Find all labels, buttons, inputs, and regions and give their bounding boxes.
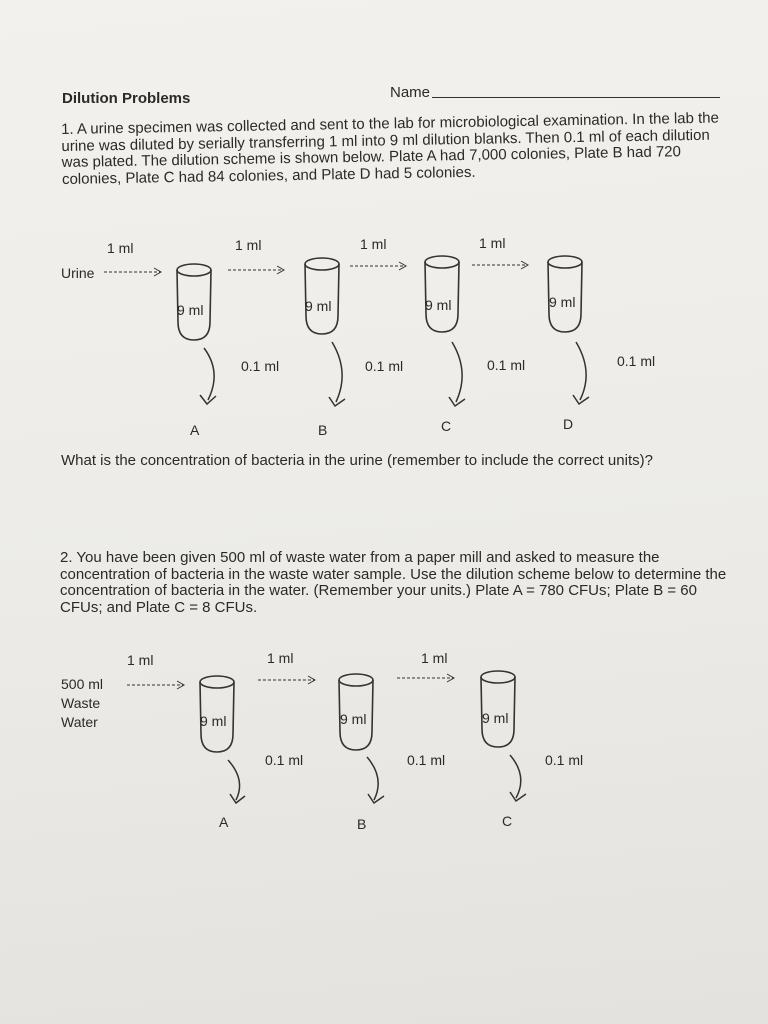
tube-volume-label: 9 ml — [482, 710, 509, 726]
dilution-tube — [425, 256, 459, 332]
source-label: Water — [61, 714, 98, 730]
problem-1-diagram — [104, 256, 589, 406]
transfer-volume-label: 1 ml — [127, 652, 154, 668]
plated-volume-label: 0.1 ml — [241, 358, 280, 374]
problem-2-text: 2. You have been given 500 ml of waste water from a paper mill and asked to measure the concentration of bacteria in the waste water sample. Use the dilution scheme below to determine the concentration of bacteria in the water. (Remember your units.) Plate A = 780 CFUs; Plate B = 60 CFUs; and Plate C = 8 CFUs. — [60, 549, 727, 616]
source-label: Urine — [61, 265, 95, 281]
tube-volume-label: 9 ml — [200, 713, 227, 729]
problem-2-diagram — [127, 671, 526, 803]
plating-arrow — [204, 348, 214, 400]
plated-volume-label: 0.1 ml — [617, 353, 656, 369]
tube-volume-label: 9 ml — [549, 294, 576, 310]
transfer-volume-label: 1 ml — [360, 236, 387, 252]
problem-1-text: 1. A urine specimen was collected and sent to the lab for microbiological examination. In the lab the urine was diluted by serially transferring 1 ml into 9 ml dilution blanks. Then 0.1 ml of each dilution was plated. The dilution scheme is shown below. Plate A had 7,000 colonies, Plate B had 720 colonies, Plate C had 84 colonies, and Plate D had 5 colonies. — [60, 109, 720, 188]
plate-label: B — [318, 422, 328, 438]
name-label: Name — [390, 84, 431, 101]
plating-arrow — [510, 755, 521, 798]
plate-label: C — [441, 418, 452, 434]
plated-volume-label: 0.1 ml — [487, 357, 526, 373]
transfer-volume-label: 1 ml — [479, 235, 506, 251]
tube-volume-label: 9 ml — [305, 298, 332, 314]
source-label: 500 ml — [61, 676, 104, 692]
source-label: Waste — [61, 695, 101, 711]
plate-label: D — [563, 416, 574, 432]
plating-arrow — [367, 757, 378, 800]
plate-label: C — [502, 813, 513, 829]
tube-volume-label: 9 ml — [177, 302, 204, 318]
plated-volume-label: 0.1 ml — [407, 752, 446, 768]
page-title: Dilution Problems — [62, 90, 191, 107]
tube-volume-label: 9 ml — [425, 297, 452, 313]
plating-arrow — [576, 342, 586, 400]
transfer-volume-label: 1 ml — [421, 650, 448, 666]
dilution-tube — [305, 258, 339, 334]
plating-arrow — [228, 760, 240, 800]
plated-volume-label: 0.1 ml — [265, 752, 304, 768]
transfer-volume-label: 1 ml — [107, 240, 134, 256]
plate-label: A — [190, 422, 200, 438]
transfer-volume-label: 1 ml — [235, 237, 262, 253]
dilution-tube — [481, 671, 515, 747]
tube-volume-label: 9 ml — [340, 711, 367, 727]
problem-1-question: What is the concentration of bacteria in the urine (remember to include the correct units)? — [61, 452, 653, 469]
plating-arrow — [332, 342, 342, 402]
transfer-volume-label: 1 ml — [267, 650, 294, 666]
plating-arrow — [452, 342, 462, 402]
plated-volume-label: 0.1 ml — [365, 358, 404, 374]
plate-label: B — [357, 816, 367, 832]
plated-volume-label: 0.1 ml — [545, 752, 584, 768]
plate-label: A — [219, 814, 229, 830]
